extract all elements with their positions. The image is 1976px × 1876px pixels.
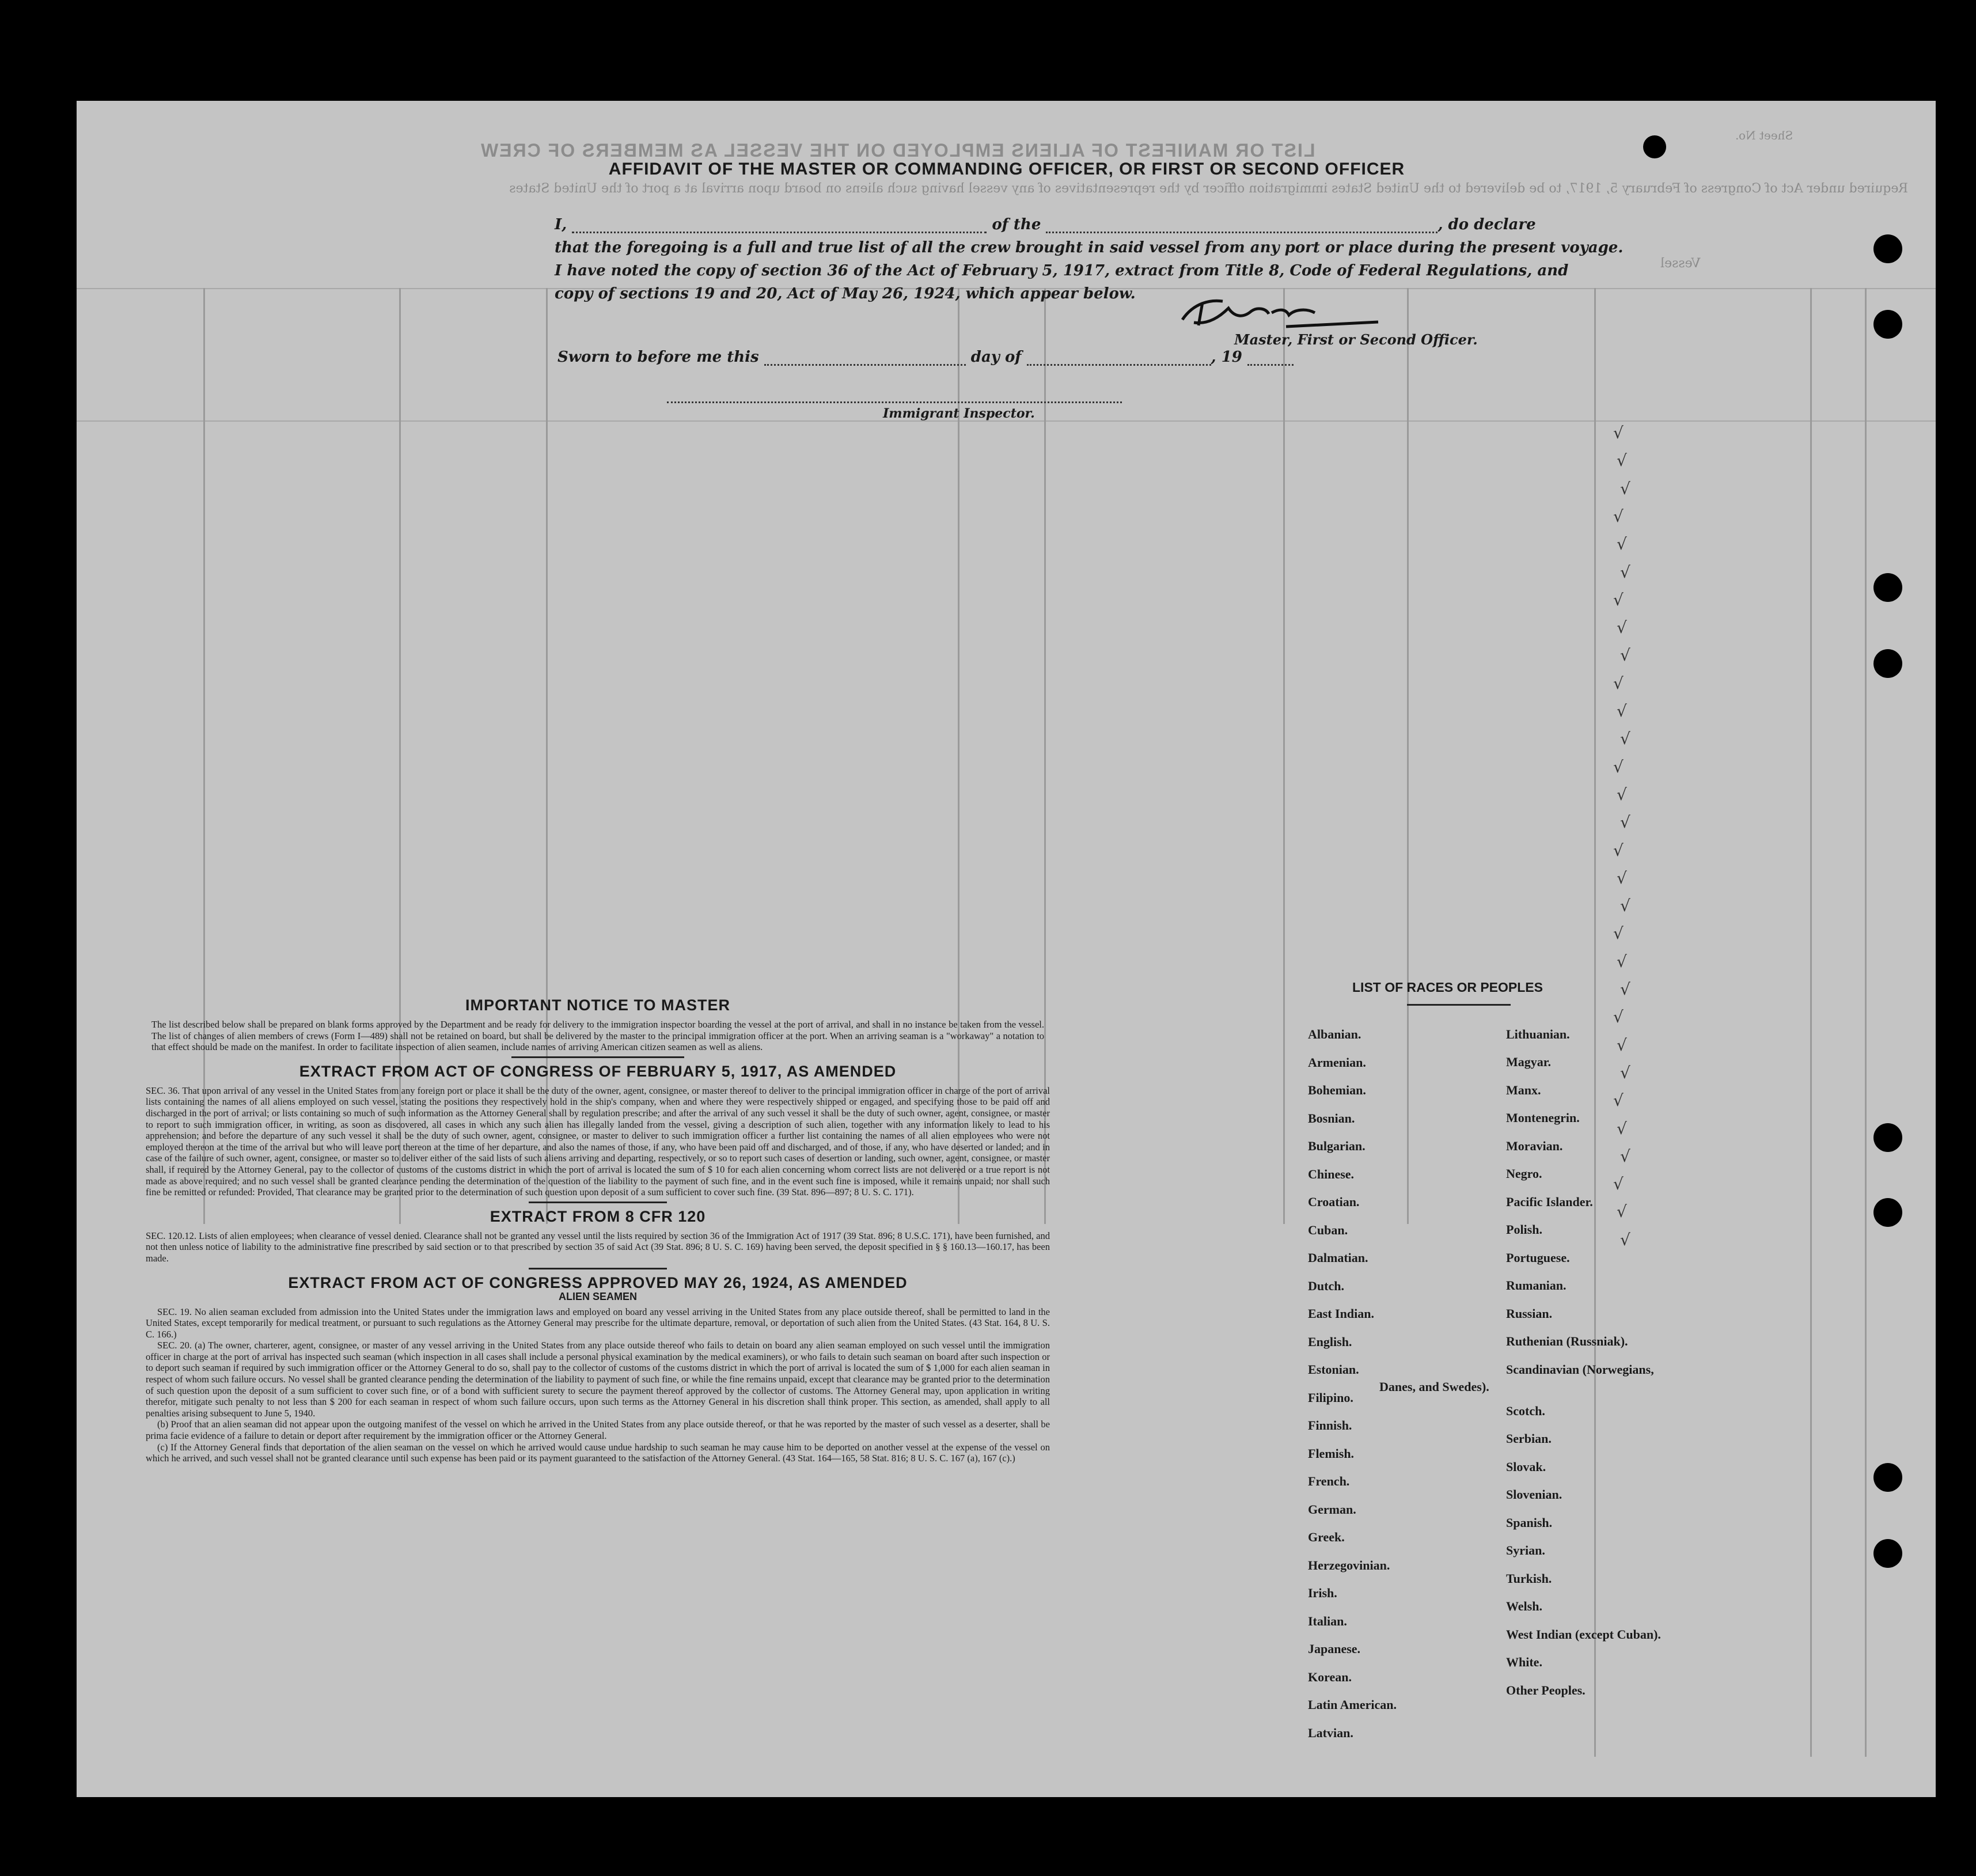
check-mark-icon: √: [1620, 562, 1630, 582]
check-mark-icon: √: [1620, 980, 1630, 999]
check-mark-icon: √: [1617, 1119, 1627, 1138]
check-mark-icon: √: [1617, 868, 1627, 888]
sworn-month-field[interactable]: [1027, 364, 1211, 366]
ghost-col-line: [1810, 288, 1812, 1757]
sworn-day-field[interactable]: [764, 364, 966, 366]
race-item: Finnish.: [1308, 1418, 1352, 1432]
race-item: Korean.: [1308, 1669, 1352, 1684]
ghost-required-note: Required under Act of Congress of February 5, 1917, to be delivered to the United States immigration officer by the representatives of any vessel having such aliens on board upon arrival at a port of the United States: [509, 181, 1908, 196]
notice-title: IMPORTANT NOTICE TO MASTER: [465, 996, 730, 1014]
year-text: , 19: [1211, 348, 1242, 366]
extract-1924-sec20c: (c) If the Attorney General finds that deportation of the alien seaman on the vessel on which he arrived would cause undue hardship to such seaman he may cause him to be deported on another vessel at the expense of the vessel on which he arrived, and such vessel shall not be granted clearance until such expense has been paid or its payment guaranteed to the satisfaction of the Attorney General. (43 Stat. 164—165, 58 Stat. 816; 8 U. S. C. 167 (a), 167 (c).): [146, 1441, 1050, 1464]
check-mark-icon: √: [1613, 423, 1624, 442]
vessel-name-field[interactable]: [1046, 232, 1438, 233]
extract-1924-sec20b: (b) Proof that an alien seaman did not appear upon the outgoing manifest of the vessel on which he arrived in the United States from any place outside thereof, or that he was reported by the master of such vessel as a deserter, shall be prima facie evidence of a failure to detain or deport after requirement by the immigration officer or the Attorney General.: [146, 1419, 1050, 1442]
check-mark-icon: √: [1617, 702, 1627, 721]
race-item: West Indian (except Cuban).: [1506, 1627, 1661, 1642]
check-mark-icon: √: [1617, 535, 1627, 554]
race-item: Manx.: [1506, 1083, 1541, 1097]
race-item: Turkish.: [1506, 1571, 1552, 1586]
race-item: Cuban.: [1308, 1222, 1348, 1237]
check-mark-icon: √: [1617, 1202, 1627, 1222]
divider: [529, 1268, 667, 1269]
check-mark-icon: √: [1617, 784, 1627, 804]
check-mark-icon: √: [1613, 673, 1624, 693]
race-item: Danes, and Swedes).: [1379, 1379, 1489, 1394]
race-item: Scotch.: [1506, 1404, 1545, 1418]
race-item: Lithuanian.: [1506, 1027, 1570, 1041]
race-item: Latvian.: [1308, 1725, 1353, 1740]
race-item: Latin American.: [1308, 1697, 1397, 1712]
divider: [511, 1056, 684, 1058]
check-mark-icon: √: [1613, 757, 1624, 776]
race-item: Montenegrin.: [1506, 1111, 1580, 1125]
race-item: Albanian.: [1308, 1027, 1361, 1041]
punch-hole: [1873, 1539, 1902, 1568]
check-mark-icon: √: [1617, 952, 1627, 971]
check-mark-icon: √: [1617, 451, 1627, 471]
race-item: Armenian.: [1308, 1055, 1366, 1070]
affidavit-i: I,: [555, 216, 567, 233]
affidavit-line-2: that the foregoing is a full and true list of all the crew brought in said vessel from any port or place during the present voyage.: [555, 239, 1624, 256]
race-item: Irish.: [1308, 1586, 1337, 1600]
check-mark-icon: √: [1613, 924, 1624, 943]
affidavit-line-1: [555, 216, 1591, 233]
punch-hole: [1873, 234, 1902, 263]
extract-1924-sec20a: SEC. 20. (a) The owner, charterer, agent, consignee, or master of any vessel arriving in the United States from any place outside thereof who fails to detain on board any alien seaman employed on such vessel until the immigration officer in charge at the port of arrival has inspected such seaman (which inspection in all cases shall include a personal physical examination by the medical examiners), or who fails to detain such seaman on board after such inspection or to deport such seaman if required by such immigration officer or the Attorney General to do so, shall pay to the collector of customs of the customs district in which the port of arrival is located the sum of $ 1,000 for each alien seaman in respect of whom such failure occurs. No vessel shall be granted clearance pending the determination of the liability to payment of such fine, or while the fine remains unpaid, except that clearance may be granted prior to the determination of such question upon the deposit of a sum sufficient to cover such fine, or of a bond with sufficient surety to secure the payment thereof approved by the collector of customs. The Attorney General may, upon application in writing therefor, mitigate such penalty to not less than $ 200 for each seaman in respect of whom such failure occurs, upon such terms as the Attorney General in his discretion shall think proper. This section, as amended, shall apply to all penalties arising subsequent to June 5, 1940.: [146, 1340, 1050, 1419]
punch-hole: [1873, 573, 1902, 602]
race-item: Greek.: [1308, 1530, 1345, 1544]
extract-1924-sec19: SEC. 19. No alien seaman excluded from admission into the United States under the immigration laws and employed on board any vessel arriving in the United States from any place outside thereof, shall be permitted to land in the United States, except temporarily for medical treatment, or pursuant to such regulations as the Attorney General may prescribe for the ultimate departure, removal, or deportation of such alien from the United States. (43 Stat. 164, 8 U. S. C. 166.): [146, 1306, 1050, 1340]
sworn-year-field[interactable]: [1247, 364, 1294, 366]
race-item: Bosnian.: [1308, 1111, 1355, 1125]
notice-text: The list described below shall be prepared on blank forms approved by the Department and be ready for delivery to the immigration inspector boarding the vessel at the port of arrival, and shall in no instance be taken from the vessel. The list of changes of alien members of crews (Form I—489) shall not be retained on board, but shall be delivered by the master to the principal immigration officer at the port. When an arriving seaman is a "workaway" a notation to that effect should be made on the manifest. In order to facilitate inspection of alien seamen, include names of arriving American citizen seamen as well as aliens.: [151, 1019, 1044, 1053]
check-mark-icon: √: [1620, 1063, 1630, 1082]
affidavit-title: AFFIDAVIT OF THE MASTER OR COMMANDING OFFICER, OR FIRST OR SECOND OFFICER: [608, 160, 1405, 179]
race-item: Polish.: [1506, 1222, 1542, 1237]
sworn-text: Sworn to before me this: [557, 348, 759, 366]
check-mark-icon: √: [1613, 506, 1624, 526]
race-item: Slovenian.: [1506, 1487, 1562, 1502]
check-mark-icon: √: [1620, 1230, 1630, 1249]
signature-label: Master, First or Second Officer.: [1234, 331, 1478, 348]
race-item: Filipino.: [1308, 1390, 1353, 1405]
punch-hole: [1873, 1123, 1902, 1152]
race-item: Dalmatian.: [1308, 1250, 1368, 1265]
extract-1917-text: SEC. 36. That upon arrival of any vessel in the United States from any foreign port or place it shall be the duty of the owner, agent, consignee, or master thereof to deliver to the principal immigration officer in charge of the port of arrival lists containing the names of all aliens employed on such vessel, stating the positions they respectively hold in the ship's company, when and where they were respectively shipped or engaged, and specifying those to be paid off and discharged in the port of arrival; or lists containing so much of such information as the Attorney General shall by regulation prescribe; and after the arrival of any such vessel it shall be the duty of such owner, agent, consignee, or master to report to such immigration officer, in writing, as soon as discovered, all cases in which any such alien has illegally landed from the vessel, giving a description of such alien, together with any information likely to lead to his apprehension; and before the departure of any such vessel it shall be the duty of such owner, agent, consignee, or master to deliver to such immigration officer a further list containing the names of all alien employees who were not employed thereon at the time of the arrival but who will leave port thereon at the time of her departure, and also the names of those, if any, who have been paid off and discharged, and of those, if any, who have deserted or landed; and in case of the failure of such owner, agent, consignee, or master so to deliver either of the said lists of such aliens arriving and departing, respectively, or so to report such cases of desertion or landing, such owner, agent, consignee, or master shall, if required by the Attorney General, pay to the collector of customs of the customs district in which the port of arrival is located the sum of $ 10 for each alien concerning whom correct lists are not delivered or a true report is not made as above required; and no such vessel shall be granted clearance pending the determination of the question of the liability to the payment of such fine, and in the event such fine is imposed, while it remains unpaid; nor shall such fine be remitted or refunded: Provided, That clearance may be granted prior to the determination of such question upon deposit of a sum sufficient to cover such fine. (39 Stat. 896—897; 8 U. S. C. 171).: [146, 1085, 1050, 1198]
check-mark-icon: √: [1617, 1035, 1627, 1055]
ghost-col-line: [1865, 288, 1867, 1757]
race-item: English.: [1308, 1334, 1352, 1349]
check-mark-icon: √: [1620, 729, 1630, 749]
race-item: Russian.: [1506, 1306, 1553, 1321]
master-name-field[interactable]: [572, 232, 987, 233]
extract-1917-title: EXTRACT FROM ACT OF CONGRESS OF FEBRUARY 5, 1917, AS AMENDED: [299, 1062, 897, 1080]
check-mark-icon: √: [1613, 590, 1624, 609]
race-item: Syrian.: [1506, 1543, 1545, 1557]
extract-8cfr-title: EXTRACT FROM 8 CFR 120: [490, 1207, 706, 1225]
affidavit-line-4: copy of sections 19 and 20, Act of May 26, 1924, which appear below.: [555, 285, 1136, 302]
punch-hole: [1643, 135, 1666, 158]
race-item: Serbian.: [1506, 1431, 1552, 1446]
manifest-page: [77, 101, 1936, 1797]
check-mark-icon: √: [1613, 1007, 1624, 1027]
affidavit-of-the: of the: [992, 216, 1041, 233]
race-item: Pacific Islander.: [1506, 1195, 1593, 1209]
ghost-vessel: Vessel: [1660, 256, 1701, 271]
race-item: Rumanian.: [1506, 1278, 1567, 1293]
race-item: Flemish.: [1308, 1446, 1355, 1461]
divider: [529, 1202, 667, 1203]
race-item: Bohemian.: [1308, 1083, 1366, 1097]
punch-hole: [1873, 310, 1902, 339]
race-item: Herzegovinian.: [1308, 1557, 1390, 1572]
ghost-col-line: [1594, 288, 1596, 1757]
check-mark-icon: √: [1620, 896, 1630, 916]
race-item: Bulgarian.: [1308, 1139, 1366, 1153]
race-item: Portuguese.: [1506, 1250, 1570, 1265]
race-item: French.: [1308, 1474, 1350, 1488]
sworn-line: [557, 348, 1594, 366]
ghost-col-line: [1407, 288, 1409, 1224]
check-mark-icon: √: [1613, 1174, 1624, 1194]
race-item: Magyar.: [1506, 1055, 1552, 1069]
ghost-sheet-no: Sheet No.: [1735, 128, 1793, 142]
race-item: Other Peoples.: [1506, 1683, 1586, 1697]
race-item: Welsh.: [1506, 1599, 1542, 1613]
check-mark-icon: √: [1620, 813, 1630, 832]
race-item: Ruthenian (Russniak).: [1506, 1334, 1628, 1348]
race-item: Chinese.: [1308, 1166, 1355, 1181]
check-mark-icon: √: [1620, 646, 1630, 665]
races-title-rule: [1407, 1004, 1511, 1006]
ghost-header: LIST OR MANIFEST OF ALIENS EMPLOYED ON THE VESSEL AS MEMBERS OF CREW: [480, 140, 1315, 161]
day-of-text: day of: [970, 348, 1022, 366]
check-mark-icon: √: [1613, 840, 1624, 860]
race-item: White.: [1506, 1655, 1542, 1669]
punch-hole: [1873, 1463, 1902, 1492]
check-mark-icon: √: [1620, 479, 1630, 498]
check-mark-icon: √: [1613, 1091, 1624, 1111]
inspector-label: Immigrant Inspector.: [883, 406, 1035, 421]
check-mark-icon: √: [1620, 1146, 1630, 1166]
check-mark-icon: √: [1617, 618, 1627, 638]
race-item: East Indian.: [1308, 1306, 1374, 1321]
extract-1924-subtitle: ALIEN SEAMEN: [558, 1290, 637, 1302]
races-title: LIST OF RACES OR PEOPLES: [1352, 980, 1543, 995]
race-item: Japanese.: [1308, 1642, 1361, 1656]
extract-8cfr-text: SEC. 120.12. Lists of alien employees; when clearance of vessel denied. Clearance shall not be granted any vessel until the lists required by section 36 of the Immigration Act of 1917 (39 Stat. 896; 8 U.S.C. 171), have been furnished, and not then unless notice of liability to the administrative fine prescribed by said section or to that prescribed by section 35 of said Act (39 Stat. 896; 8 U. S. C. 169) having been served, the deposit specified in § § 160.13—160.17, has been made.: [146, 1230, 1050, 1264]
inspector-signature-line[interactable]: [667, 401, 1122, 403]
affidavit-line-3: I have noted the copy of section 36 of the Act of February 5, 1917, extract from Title 8, Code of Federal Regulations, and: [555, 262, 1569, 279]
punch-hole: [1873, 1198, 1902, 1227]
race-item: Slovak.: [1506, 1460, 1546, 1474]
legal-notices: [146, 996, 1050, 1464]
affidavit-declare: , do declare: [1438, 216, 1536, 233]
race-item: Spanish.: [1506, 1515, 1553, 1530]
race-item: Scandinavian (Norwegians,: [1506, 1362, 1654, 1377]
punch-hole: [1873, 649, 1902, 678]
race-item: Negro.: [1506, 1166, 1542, 1181]
master-signature: [1171, 297, 1384, 331]
race-item: Italian.: [1308, 1613, 1347, 1628]
race-item: Estonian.: [1308, 1362, 1359, 1377]
race-item: German.: [1308, 1502, 1356, 1517]
race-item: Moravian.: [1506, 1139, 1563, 1153]
race-item: Dutch.: [1308, 1278, 1344, 1293]
ghost-col-line: [1283, 288, 1285, 1224]
race-item: Croatian.: [1308, 1195, 1360, 1209]
extract-1924-title: EXTRACT FROM ACT OF CONGRESS APPROVED MAY 26, 1924, AS AMENDED: [288, 1274, 908, 1291]
